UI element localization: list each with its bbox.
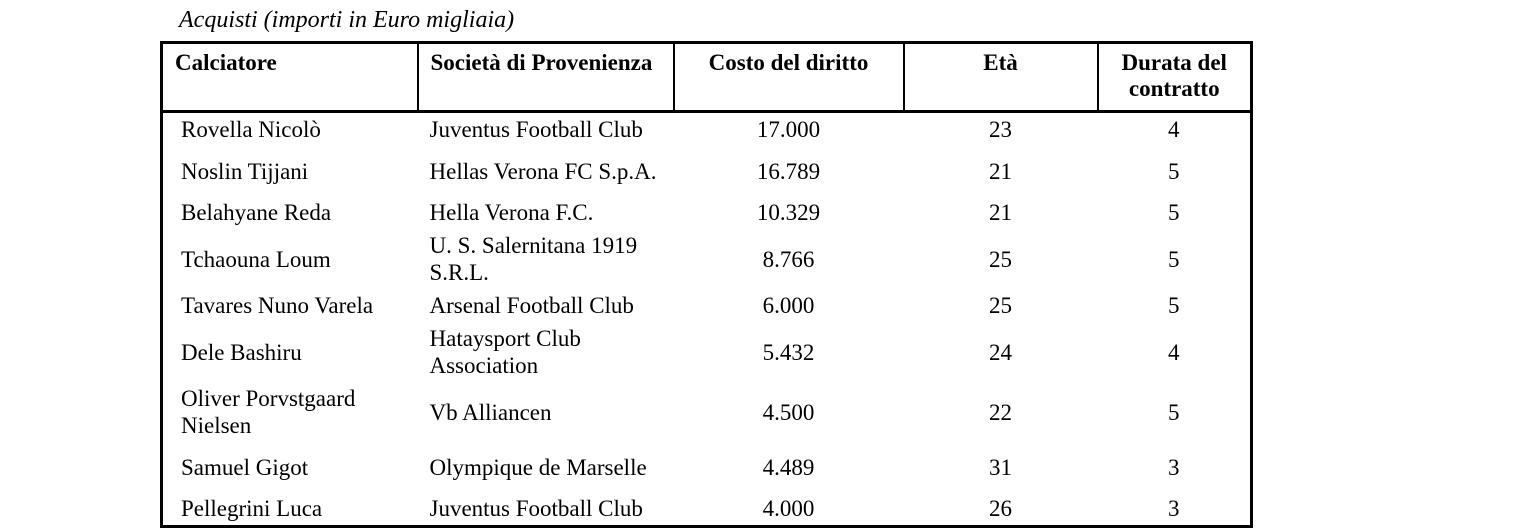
table-row xyxy=(162,196,1252,229)
table-row xyxy=(162,382,1252,442)
table-header xyxy=(162,43,1252,112)
acquisti-table-container xyxy=(160,41,1250,528)
cell-duration: 4 xyxy=(1168,339,1180,365)
cell-club: Hellas Verona FC S.p.A. xyxy=(429,158,657,184)
cell-player: Samuel Gigot xyxy=(181,454,309,480)
cell-player: Tavares Nuno Varela xyxy=(181,293,374,318)
cell-duration: 5 xyxy=(1168,158,1180,184)
table-row xyxy=(162,289,1252,322)
cell-club: Juventus Football Club xyxy=(429,117,643,142)
cell-duration: 4 xyxy=(1168,117,1180,142)
cell-cost: 4.500 xyxy=(762,399,815,425)
column-header-durata: Durata del contratto xyxy=(1098,43,1252,112)
cell-player: Rovella Nicolò xyxy=(181,117,321,142)
cell-duration: 3 xyxy=(1168,496,1180,521)
table-row xyxy=(162,229,1252,289)
cell-cost: 16.789 xyxy=(756,158,821,184)
cell-age: 26 xyxy=(989,496,1012,521)
cell-age: 21 xyxy=(989,158,1012,184)
cell-cost: 4.000 xyxy=(762,496,815,521)
column-header-eta: Età xyxy=(904,43,1098,112)
cell-age: 25 xyxy=(989,246,1012,272)
cell-age: 23 xyxy=(989,117,1012,142)
table-row xyxy=(162,442,1252,492)
cell-club: Olympique de Marselle xyxy=(429,454,647,480)
cell-player: Noslin Tijjani xyxy=(181,158,309,184)
cell-player: Tchaouna Loum xyxy=(181,246,331,272)
cell-duration: 3 xyxy=(1168,454,1180,480)
cell-cost: 4.489 xyxy=(762,454,815,480)
table-caption: Acquisti (importi in Euro migliaia) xyxy=(179,7,515,33)
cell-duration: 5 xyxy=(1168,293,1180,318)
cell-club: Hataysport Club Association xyxy=(429,326,581,378)
table-row xyxy=(162,492,1252,527)
column-header-societa: Società di Provenienza xyxy=(418,43,674,112)
cell-cost: 6.000 xyxy=(762,293,815,318)
cell-cost: 10.329 xyxy=(756,200,821,225)
cell-club: Juventus Football Club xyxy=(429,496,643,521)
cell-player: Belahyane Reda xyxy=(181,200,332,225)
cell-player: Pellegrini Luca xyxy=(181,496,323,521)
cell-cost: 8.766 xyxy=(762,246,815,272)
cell-player: Oliver Porvstgaard Nielsen xyxy=(181,386,356,438)
cell-age: 25 xyxy=(989,293,1012,318)
cell-club: Arsenal Football Club xyxy=(429,293,634,318)
cell-cost: 5.432 xyxy=(762,339,815,365)
column-header-calciatore: Calciatore xyxy=(162,43,418,112)
acquisti-table xyxy=(160,41,1253,528)
cell-duration: 5 xyxy=(1168,246,1180,272)
cell-age: 24 xyxy=(989,339,1012,365)
cell-age: 21 xyxy=(989,200,1012,225)
table-header-row xyxy=(162,43,1252,112)
cell-duration: 5 xyxy=(1168,399,1180,425)
cell-club: Hella Verona F.C. xyxy=(429,200,594,225)
cell-club: Vb Alliancen xyxy=(429,399,552,425)
cell-cost: 17.000 xyxy=(756,117,821,142)
cell-age: 22 xyxy=(989,399,1012,425)
cell-age: 31 xyxy=(989,454,1012,480)
table-body xyxy=(162,112,1252,527)
column-header-costo: Costo del diritto xyxy=(674,43,904,112)
table-row xyxy=(162,112,1252,147)
cell-player: Dele Bashiru xyxy=(181,339,302,365)
cell-duration: 5 xyxy=(1168,200,1180,225)
table-row xyxy=(162,322,1252,382)
table-row xyxy=(162,146,1252,196)
cell-club: U. S. Salernitana 1919 S.R.L. xyxy=(429,233,638,285)
